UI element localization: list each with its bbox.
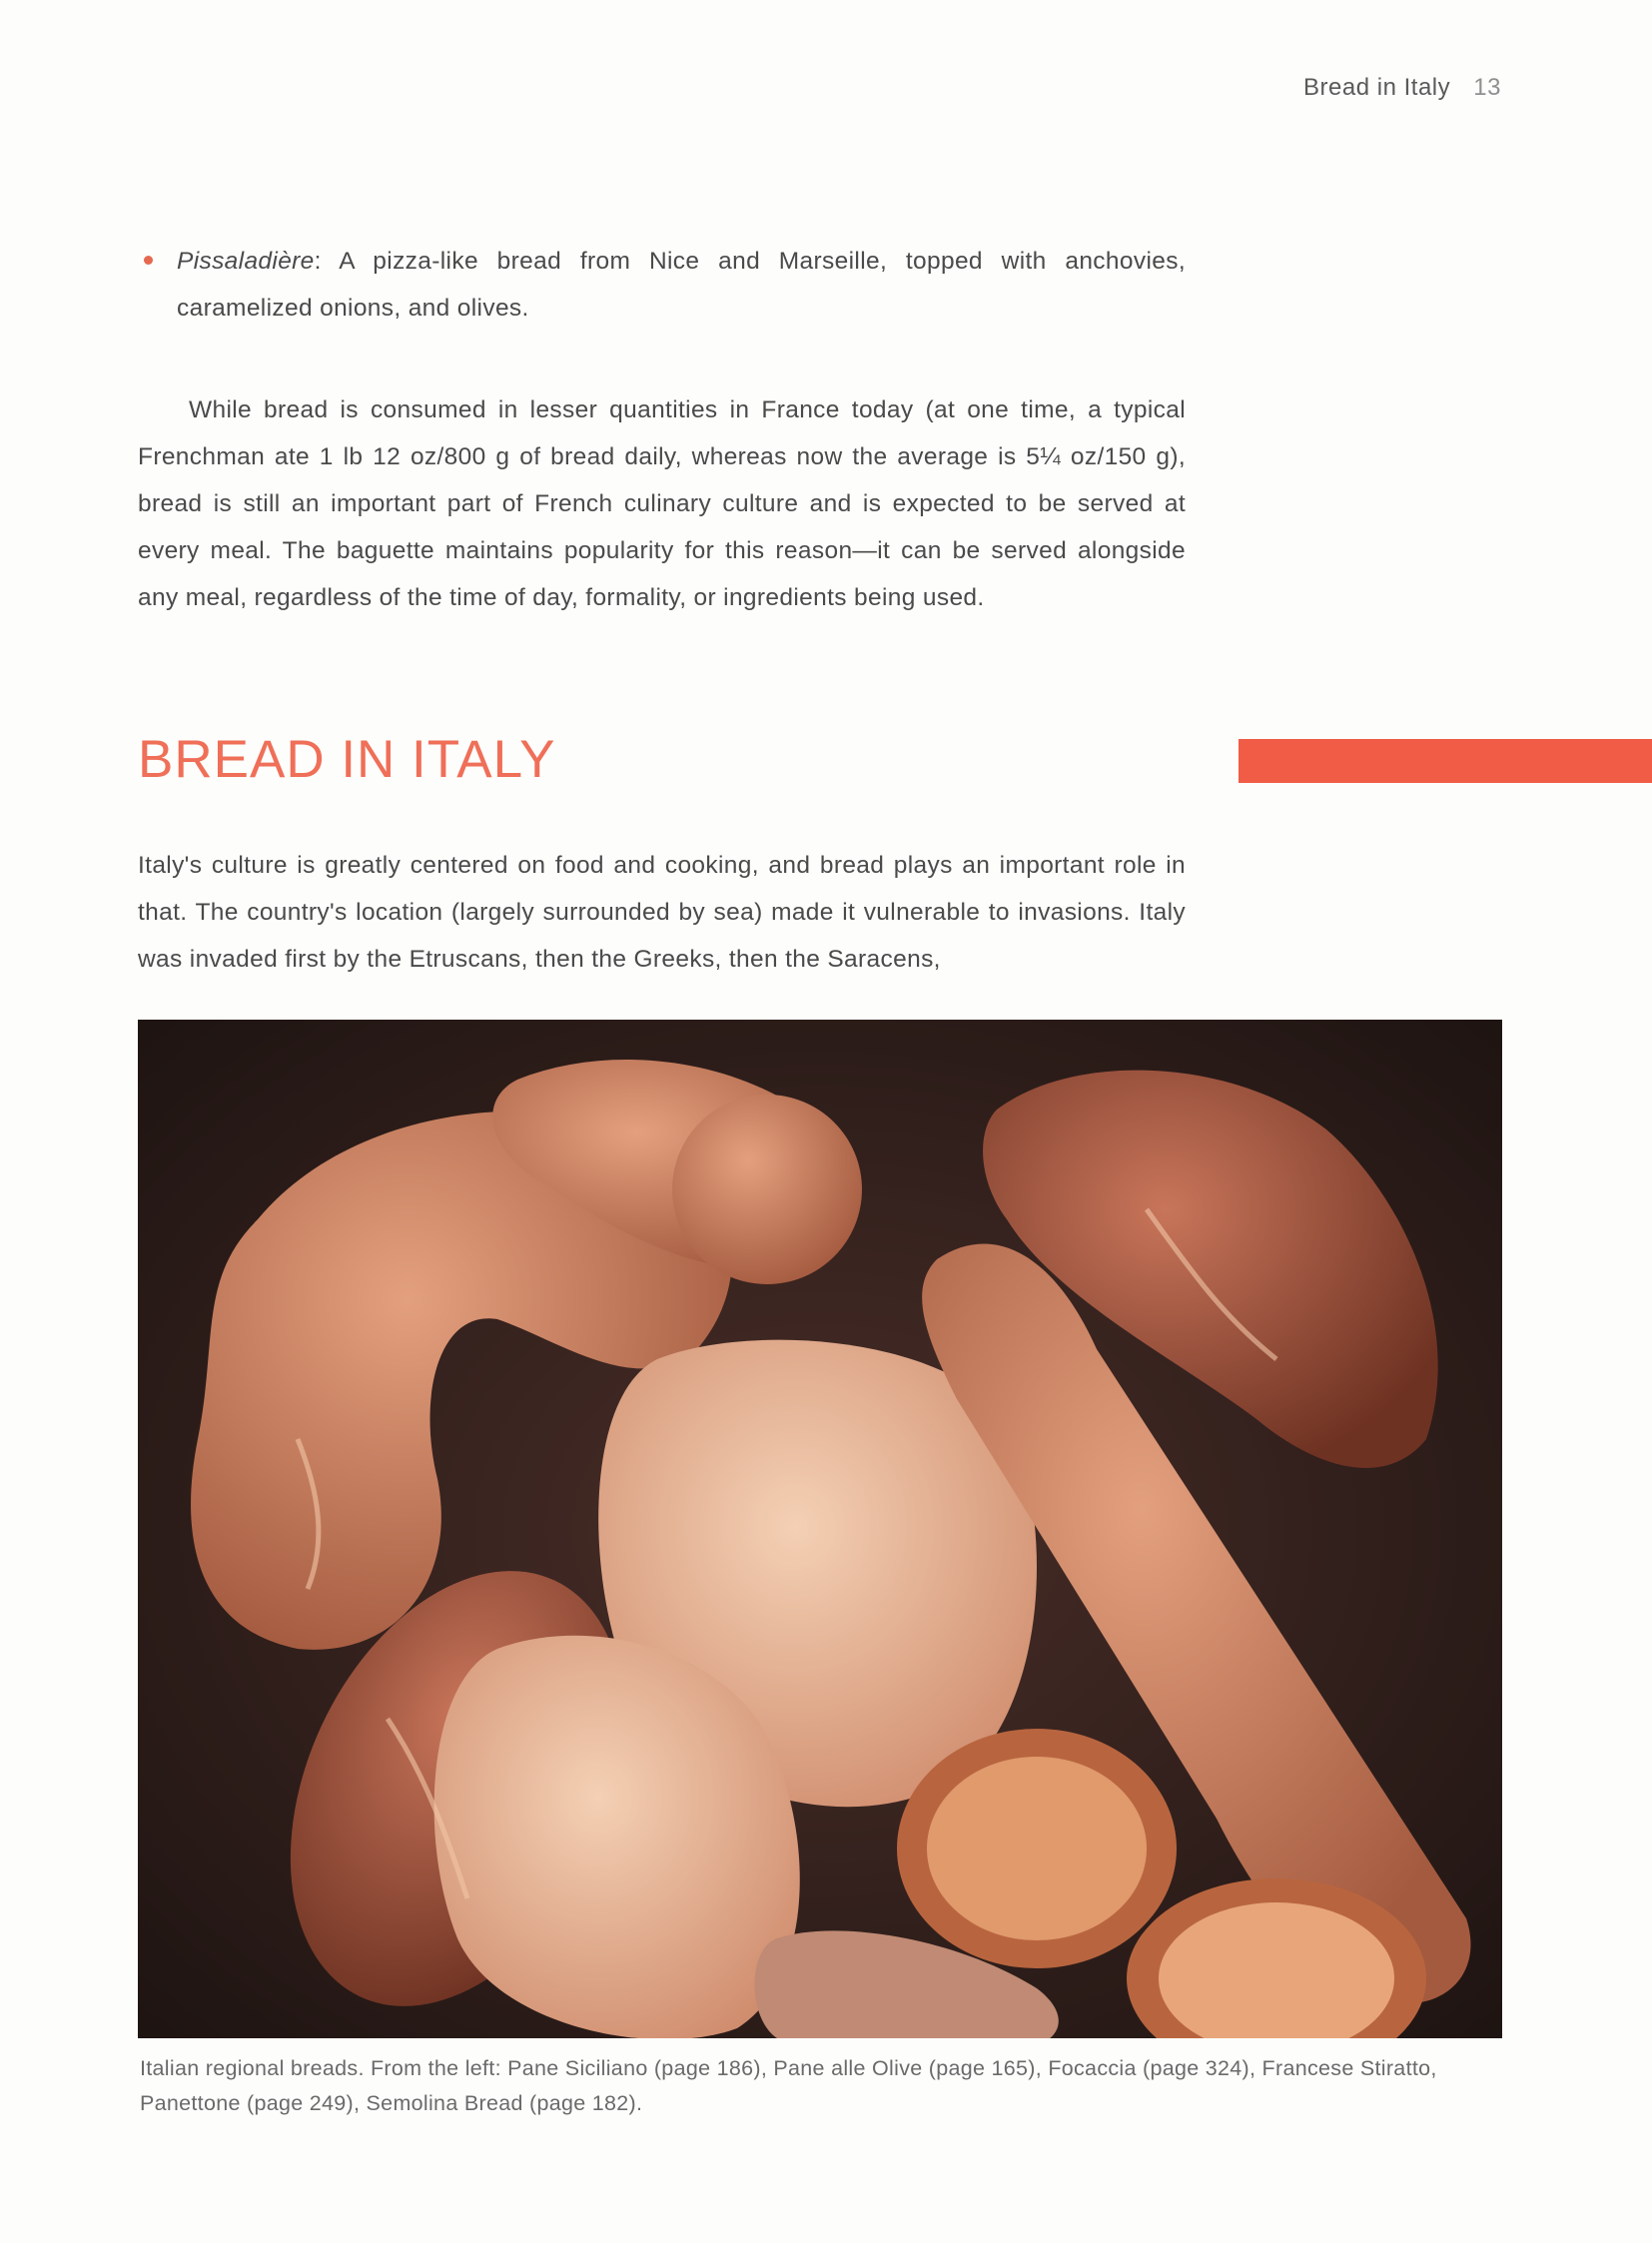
photo-caption: Italian regional breads. From the left: Pane Siciliano (page 186), Pane alle Olive (page 165), Focaccia (page 324), Francese Stiratto, Panettone (page 249), Semolina Bread (page 182). [140, 2056, 1437, 2115]
section-accent-bar [1239, 739, 1652, 783]
running-head [1303, 74, 1501, 102]
section-title: BREAD IN ITALY [138, 730, 556, 789]
paragraph-italy: Italy's culture is greatly centered on food and cooking, and bread plays an important role in that. The country's location (largely surrounded by sea) made it vulnerable to invasions. Italy was invaded first by the Etruscans, then the Greeks, then the Saracens, [138, 851, 1186, 973]
bread-photo [138, 1020, 1502, 2038]
running-head-title: Bread in Italy [1303, 74, 1451, 101]
bullet-term: Pissaladière [177, 248, 315, 275]
bread-photo-illustration [138, 1020, 1502, 2038]
bullet-dot-icon [144, 256, 153, 265]
bullet-item [177, 238, 1186, 332]
paragraph-france: While bread is consumed in lesser quantities in France today (at one time, a typical Frenchman ate 1 lb 12 oz/800 g of bread daily, whereas now the average is 5¼ oz/150 g), bread is still an important part of French culinary culture and is expected to be served at every meal. The baguette maintains popularity for this reason—it can be served alongside any meal, regardless of the time of day, formality, or ingredients being used. [138, 395, 1186, 611]
page-number: 13 [1473, 74, 1501, 101]
bullet-text: : A pizza-like bread from Nice and Marseille, topped with anchovies, caramelized onions, and olives. [177, 248, 1186, 322]
